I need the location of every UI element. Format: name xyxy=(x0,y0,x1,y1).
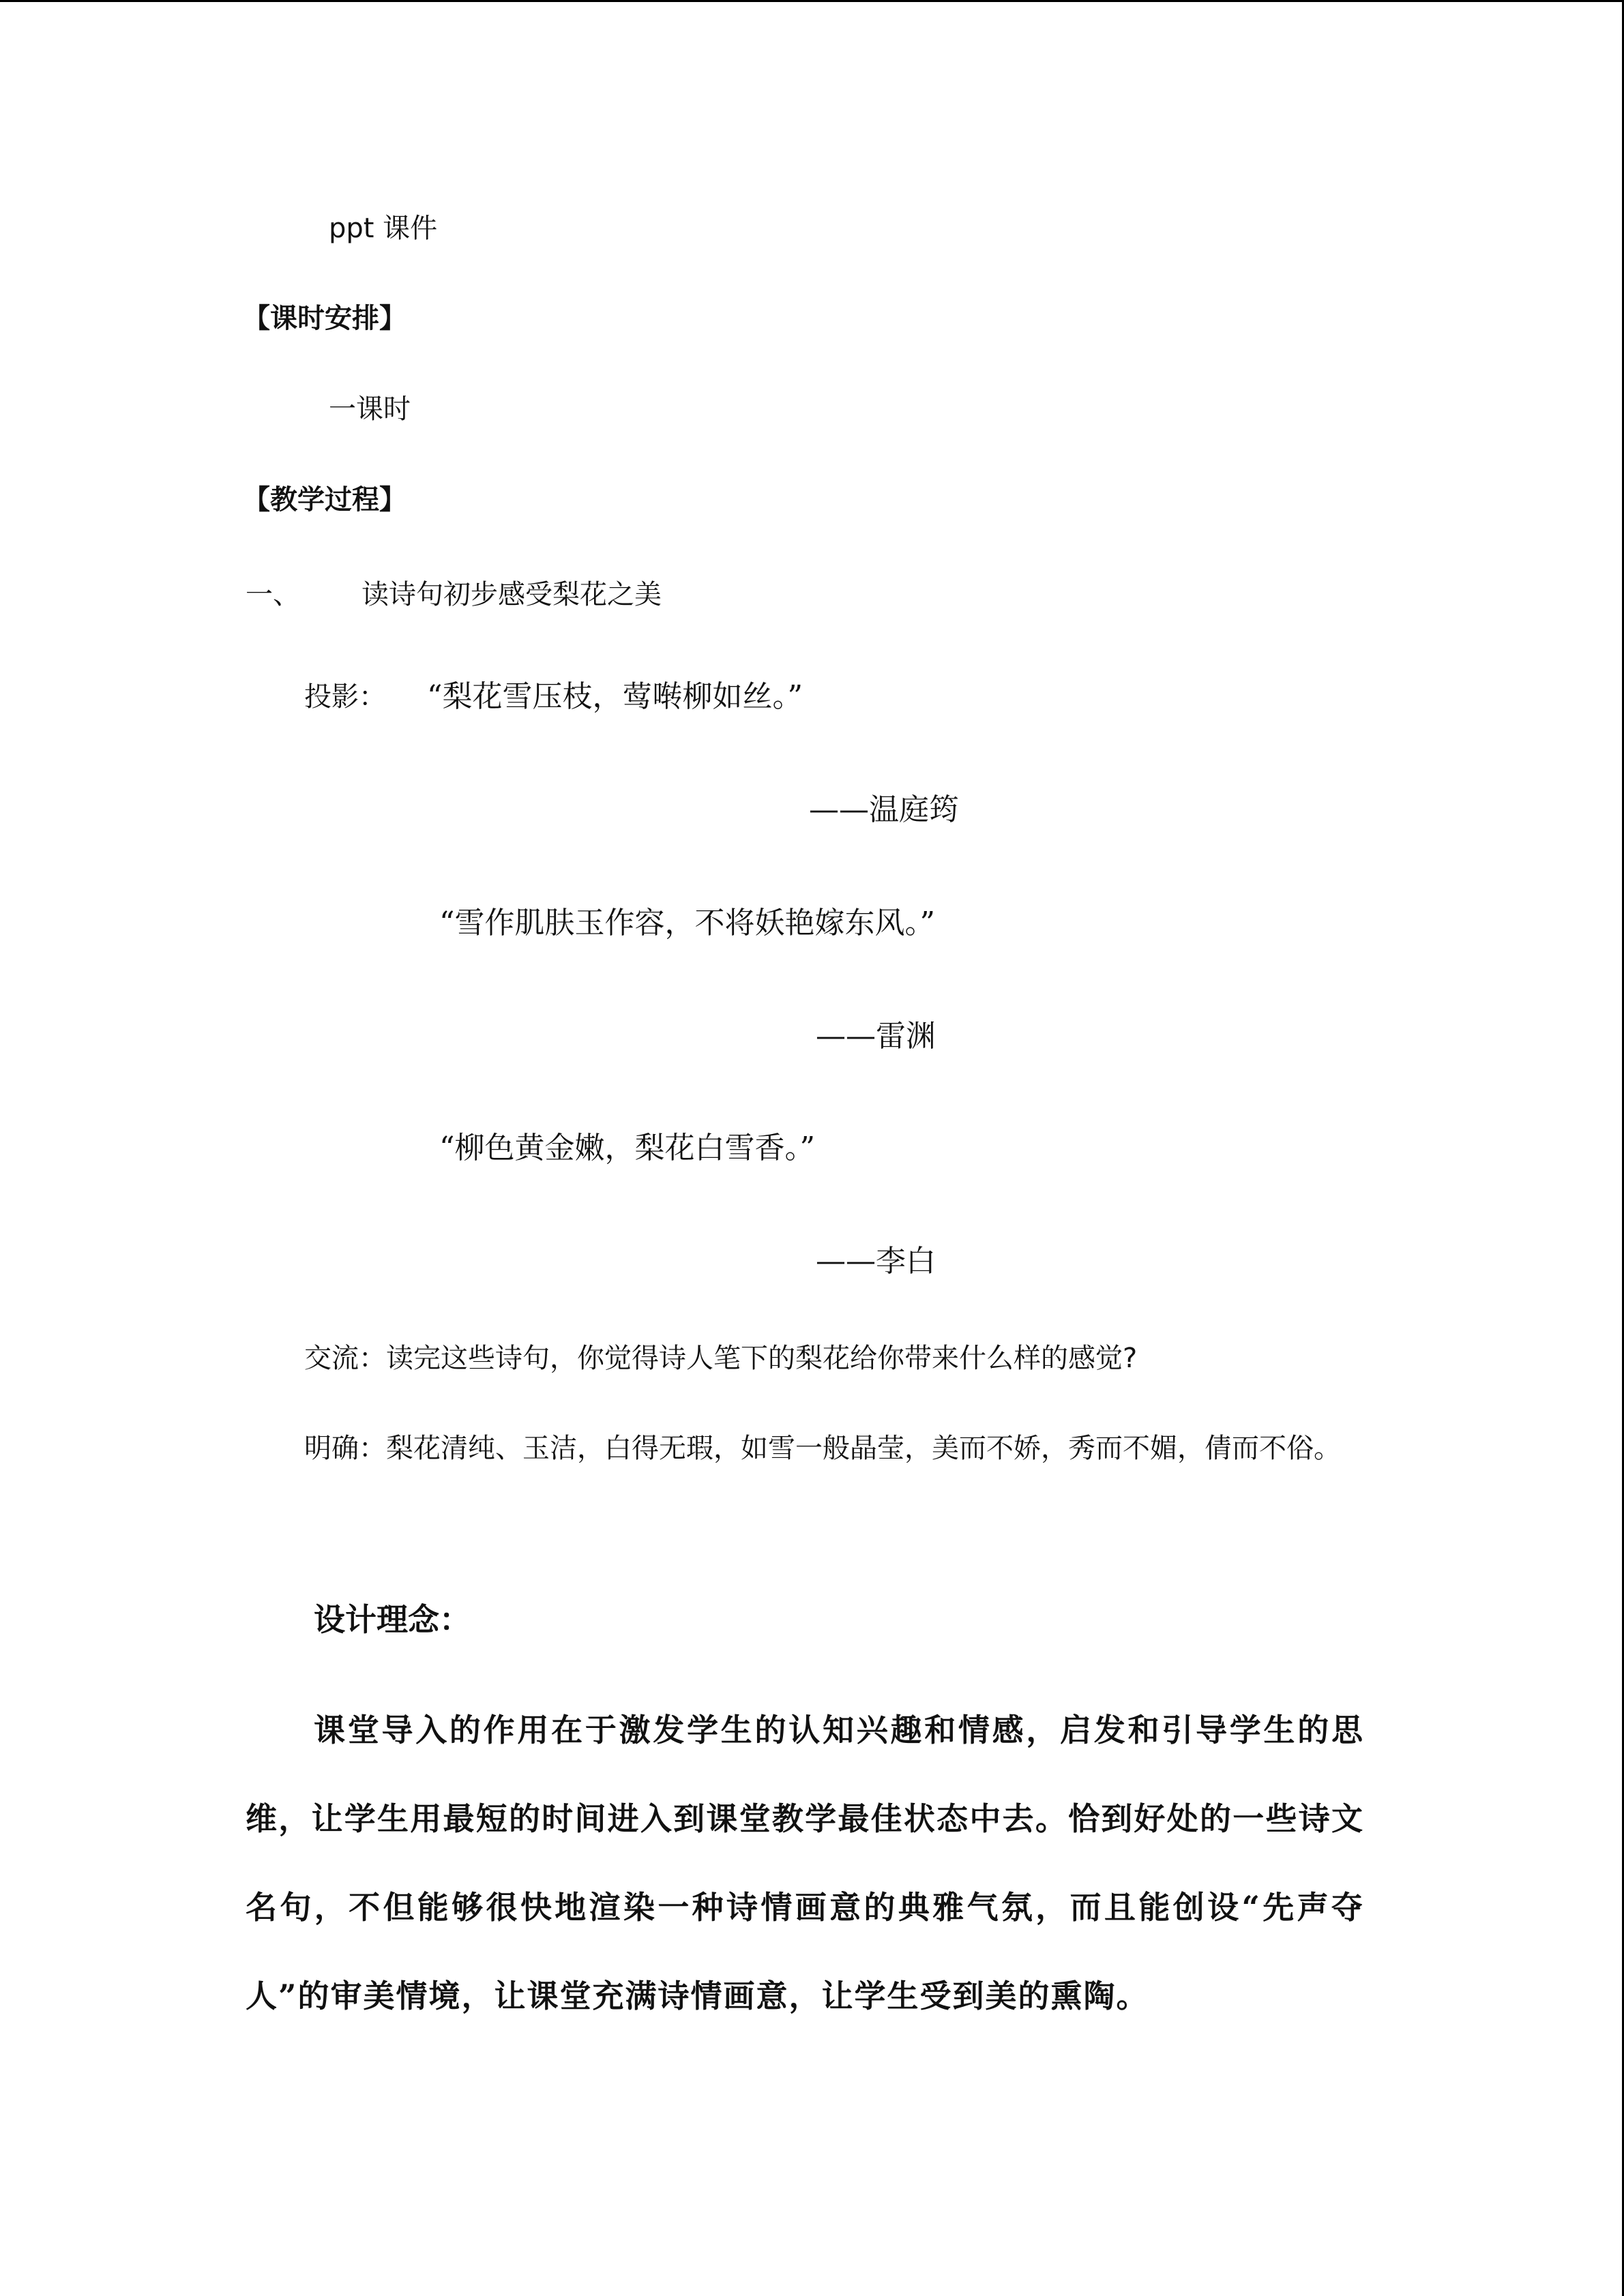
schedule-content: 一课时 xyxy=(329,393,411,425)
discussion-text: 交流：读完这些诗句，你觉得诗人笔下的梨花给你带来什么样的感觉? xyxy=(304,1343,1138,1374)
poem-line-1: “梨花雪压枝，莺啭柳如丝。” xyxy=(427,679,803,714)
design-heading: 设计理念： xyxy=(314,1601,471,1638)
design-body: 课堂导入的作用在于激发学生的认知兴趣和情感，启发和引导学生的思维，让学生用最短的时间进入到课堂教学最佳状态中去。恰到好处的一些诗文名句，不但能够很快地渲染一种诗情画意的典雅气氛，而且能创设“先声夺人”的审美情境，让课堂充满诗情画意，让学生受到美的熏陶。 xyxy=(246,1712,1364,2014)
page-border-top xyxy=(0,0,1624,2)
step1-number: 一、 xyxy=(246,579,300,610)
step1-title: 读诗句初步感受梨花之美 xyxy=(361,579,662,610)
clarification-text: 明确：梨花清纯、玉洁，白得无瑕，如雪一般晶莹，美而不娇，秀而不媚，倩而不俗。 xyxy=(304,1433,1341,1464)
poem-author-2: ——雷渊 xyxy=(816,1019,936,1054)
poem-line-2: “雪作肌肤玉作容，不将妖艳嫁东风。” xyxy=(439,906,935,940)
projection-label: 投影： xyxy=(304,681,386,713)
materials-text: ppt 课件 xyxy=(329,213,438,244)
poem-author-3: ——李白 xyxy=(816,1244,936,1279)
poem-line-3: “柳色黄金嫩，梨花白雪香。” xyxy=(439,1131,815,1165)
poem-author-1: ——温庭筠 xyxy=(809,792,959,827)
schedule-heading: 【课时安排】 xyxy=(243,303,407,334)
process-heading: 【教学过程】 xyxy=(243,484,407,516)
